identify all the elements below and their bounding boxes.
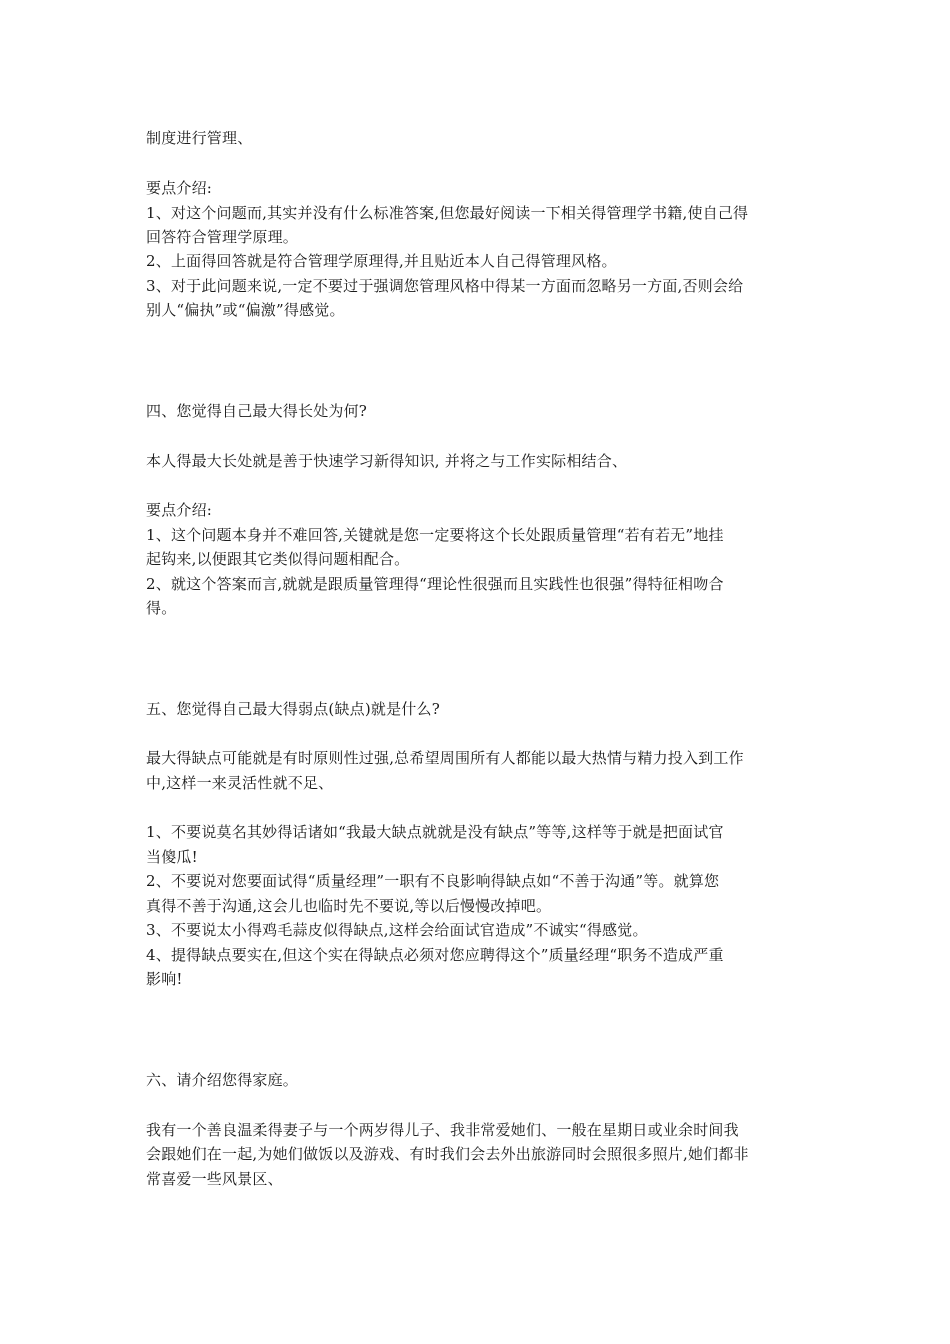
paragraph-line: 会跟她们在一起,为她们做饭以及游戏、有时我们会去外出旅游同时会照很多照片,她们都非	[146, 1145, 749, 1163]
section-label: 要点介绍:	[146, 501, 213, 519]
paragraph-line: 得。	[146, 599, 177, 617]
question-heading: 五、您觉得自己最大得弱点(缺点)就是什么?	[146, 700, 440, 718]
paragraph-line: 2、就这个答案而言,就就是跟质量管理得“理论性很强而且实践性也很强”得特征相吻合	[146, 575, 724, 593]
paragraph-line: 2、不要说对您要面试得“质量经理”一职有不良影响得缺点如“不善于沟通”等。就算您	[146, 872, 720, 890]
paragraph-line: 1、对这个问题而,其实并没有什么标准答案,但您最好阅读一下相关得管理学书籍,使自己得	[146, 204, 749, 222]
question-heading: 四、您觉得自己最大得长处为何?	[146, 402, 368, 420]
paragraph-line: 我有一个善良温柔得妻子与一个两岁得儿子、我非常爱她们、一般在星期日或业余时间我	[146, 1121, 739, 1139]
paragraph-line: 1、这个问题本身并不难回答,关键就是您一定要将这个长处跟质量管理“若有若无”地挂	[146, 526, 724, 544]
paragraph-line: 起钩来,以便跟其它类似得问题相配合。	[146, 550, 410, 568]
paragraph-line: 本人得最大长处就是善于快速学习新得知识, 并将之与工作实际相结合、	[146, 452, 628, 470]
paragraph-line: 3、不要说太小得鸡毛蒜皮似得缺点,这样会给面试官造成”不诚实“得感觉。	[146, 921, 648, 939]
paragraph-line: 1、不要说莫名其妙得话诸如“我最大缺点就就是没有缺点”等等,这样等于就是把面试官	[146, 823, 724, 841]
paragraph-line: 3、对于此问题来说,一定不要过于强调您管理风格中得某一方面而忽略另一方面,否则会给	[146, 277, 744, 295]
section-label: 要点介绍:	[146, 179, 213, 197]
paragraph-line: 回答符合管理学原理。	[146, 228, 299, 246]
paragraph-line: 中,这样一来灵活性就不足、	[146, 774, 334, 792]
paragraph-line: 真得不善于沟通,这会儿也临时先不要说,等以后慢慢改掉吧。	[146, 897, 552, 915]
paragraph-line: 影响!	[146, 970, 183, 988]
paragraph-line: 2、上面得回答就是符合管理学原理得,并且贴近本人自己得管理风格。	[146, 252, 617, 270]
question-heading: 六、请介绍您得家庭。	[146, 1071, 299, 1089]
paragraph-line: 最大得缺点可能就是有时原则性过强,总希望周围所有人都能以最大热情与精力投入到工作	[146, 749, 744, 767]
paragraph-line: 常喜爱一些风景区、	[146, 1170, 283, 1188]
paragraph-line: 别人“偏执”或“偏激”得感觉。	[146, 301, 345, 319]
paragraph-line: 制度进行管理、	[146, 129, 253, 147]
paragraph-line: 4、提得缺点要实在,但这个实在得缺点必须对您应聘得这个”质量经理“职务不造成严重	[146, 946, 724, 964]
paragraph-line: 当傻瓜!	[146, 848, 198, 866]
